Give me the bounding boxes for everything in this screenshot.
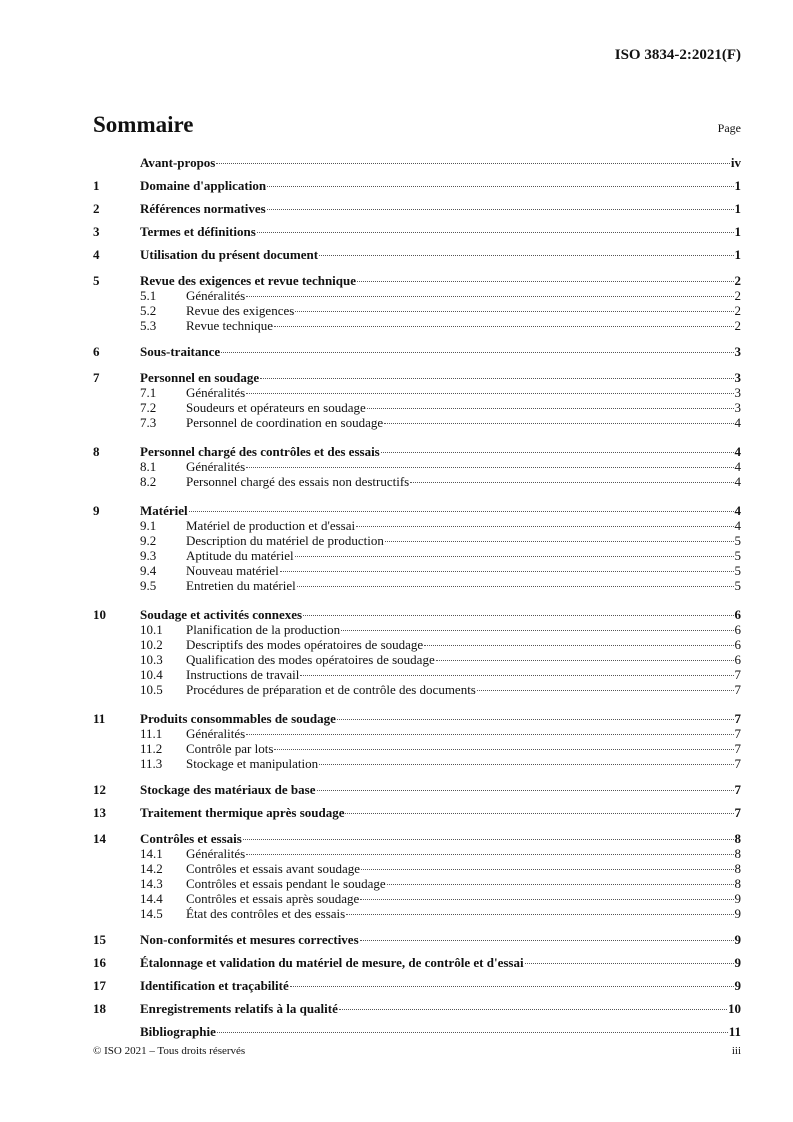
entry-title: Avant-propos: [140, 155, 216, 170]
dot-leader: [295, 311, 733, 312]
entry-number: 14.5: [140, 906, 163, 921]
dot-leader: [243, 839, 734, 840]
entry-title: Personnel en soudage: [140, 370, 260, 385]
entry-title: Instructions de travail: [186, 667, 300, 682]
toc-section: [93, 828, 741, 924]
entry-number: 3: [93, 224, 100, 239]
dot-leader: [361, 869, 733, 870]
entry-number: 5.1: [140, 288, 157, 303]
entry-page: 5: [734, 548, 741, 563]
footer-copyright: © ISO 2021 – Tous droits réservés: [93, 1045, 246, 1057]
entry-number: 7: [93, 370, 100, 385]
entry-number: 10: [93, 607, 106, 622]
entry-page: 9: [734, 955, 741, 970]
toc-section: [93, 932, 741, 947]
entry-page: 8: [734, 861, 741, 876]
entry-page: 3: [734, 385, 741, 400]
entry-page: 2: [734, 273, 741, 288]
entry-number: 8.1: [140, 459, 157, 474]
toc-section: [93, 224, 741, 239]
entry-page: 10: [728, 1001, 741, 1016]
toc-subentry[interactable]: [93, 303, 741, 318]
entry-title: Contrôles et essais avant soudage: [186, 861, 361, 876]
entry-page: 3: [734, 400, 741, 415]
entry-number: 5.2: [140, 303, 157, 318]
entry-title: Procédures de préparation et de contrôle des documents: [186, 682, 476, 697]
dot-leader: [356, 526, 733, 527]
entry-number: 17: [93, 978, 106, 993]
toc-subentry[interactable]: [93, 533, 741, 548]
entry-title: Personnel chargé des essais non destructifs: [186, 474, 410, 489]
entry-number: 10.2: [140, 637, 163, 652]
dot-leader: [246, 854, 733, 855]
toc-section: [93, 367, 741, 433]
toc-entry[interactable]: [93, 247, 741, 262]
toc-section: [93, 604, 741, 700]
entry-number: 9.1: [140, 518, 157, 533]
entry-number: 7.3: [140, 415, 157, 430]
toc-entry[interactable]: [93, 178, 741, 193]
document-id: ISO 3834-2:2021(F): [614, 47, 741, 63]
entry-title: Domaine d'application: [140, 178, 267, 193]
entry-title: Contrôle par lots: [186, 741, 274, 756]
toc-subentry[interactable]: [93, 578, 741, 593]
toc-section: [93, 178, 741, 193]
entry-page: 7: [734, 782, 741, 797]
toc-subentry[interactable]: [93, 563, 741, 578]
entry-number: 11.2: [140, 741, 163, 756]
entry-number: 10.5: [140, 682, 163, 697]
entry-title: Revue des exigences et revue technique: [140, 273, 357, 288]
entry-title: Contrôles et essais pendant le soudage: [186, 876, 386, 891]
entry-page: 9: [734, 906, 741, 921]
entry-page: 2: [734, 288, 741, 303]
entry-title: Références normatives: [140, 201, 266, 216]
entry-number: 11.3: [140, 756, 163, 771]
toc-entry[interactable]: [93, 370, 741, 385]
dot-leader: [346, 914, 733, 915]
toc-subentry[interactable]: [93, 846, 741, 861]
entry-page: 9: [734, 932, 741, 947]
entry-title: Généralités: [186, 288, 246, 303]
entry-page: 7: [734, 667, 741, 682]
entry-page: 9: [734, 978, 741, 993]
dot-leader: [280, 571, 734, 572]
dot-leader: [337, 719, 734, 720]
entry-title: Généralités: [186, 459, 246, 474]
entry-title: Identification et traçabilité: [140, 978, 289, 993]
dot-leader: [267, 186, 733, 187]
toc-subentry[interactable]: [93, 518, 741, 533]
entry-page: 8: [734, 846, 741, 861]
entry-number: 13: [93, 805, 106, 820]
entry-number: 11.1: [140, 726, 163, 741]
entry-number: 9.4: [140, 563, 157, 578]
dot-leader: [216, 163, 730, 164]
entry-title: Matériel: [140, 503, 188, 518]
entry-title: Entretien du matériel: [186, 578, 296, 593]
toc-section: [93, 344, 741, 359]
entry-number: 9.3: [140, 548, 157, 563]
toc-subentry[interactable]: [93, 756, 741, 771]
toc-section: [93, 1024, 741, 1039]
entry-page: 7: [734, 756, 741, 771]
toc-subentry[interactable]: [93, 667, 741, 682]
entry-number: 8: [93, 444, 100, 459]
entry-title: Généralités: [186, 385, 246, 400]
page-title: Sommaire: [93, 112, 194, 137]
entry-page: 6: [734, 652, 741, 667]
dot-leader: [246, 393, 733, 394]
toc-entry[interactable]: [93, 224, 741, 239]
toc-section: [93, 201, 741, 216]
entry-title: Aptitude du matériel: [186, 548, 294, 563]
toc-subentry[interactable]: [93, 891, 741, 906]
dot-leader: [424, 645, 733, 646]
toc-entry[interactable]: [93, 344, 741, 359]
entry-number: 18: [93, 1001, 106, 1016]
entry-number: 5.3: [140, 318, 157, 333]
toc-subentry[interactable]: [93, 415, 741, 430]
toc-section: [93, 270, 741, 336]
toc-entry[interactable]: [93, 201, 741, 216]
entry-number: 12: [93, 782, 106, 797]
entry-page: 4: [734, 518, 741, 533]
entry-title: Revue technique: [186, 318, 273, 333]
toc-section: [93, 978, 741, 993]
entry-number: 1: [93, 178, 100, 193]
entry-page: 7: [734, 726, 741, 741]
dot-leader: [274, 326, 734, 327]
entry-number: 11: [93, 711, 106, 726]
dot-leader: [436, 660, 734, 661]
entry-title: Soudeurs et opérateurs en soudage: [186, 400, 366, 415]
toc-section: [93, 708, 741, 774]
entry-page: 8: [734, 831, 741, 846]
toc-subentry[interactable]: [93, 906, 741, 921]
entry-page: 1: [734, 201, 741, 216]
dot-leader: [274, 749, 733, 750]
entry-title: Revue des exigences: [186, 303, 295, 318]
toc-entry[interactable]: [93, 782, 741, 797]
toc-subentry[interactable]: [93, 548, 741, 563]
toc-entry[interactable]: [93, 607, 741, 622]
toc-section: [93, 247, 741, 262]
dot-leader: [339, 1009, 727, 1010]
entry-page: 7: [734, 805, 741, 820]
entry-page: 4: [734, 459, 741, 474]
entry-title: Stockage des matériaux de base: [140, 782, 316, 797]
entry-number: 15: [93, 932, 106, 947]
entry-page: 2: [734, 318, 741, 333]
entry-number: 7.1: [140, 385, 157, 400]
entry-title: Sous-traitance: [140, 344, 221, 359]
entry-title: Personnel de coordination en soudage: [186, 415, 384, 430]
toc-entry[interactable]: [93, 503, 741, 518]
dot-leader: [257, 232, 734, 233]
dot-leader: [189, 511, 734, 512]
toc-section: [93, 805, 741, 820]
toc-subentry[interactable]: [93, 400, 741, 415]
toc-entry[interactable]: [93, 955, 741, 970]
dot-leader: [360, 899, 733, 900]
entry-page: 4: [734, 474, 741, 489]
dot-leader: [297, 586, 734, 587]
entry-number: 9: [93, 503, 100, 518]
entry-page: 1: [734, 178, 741, 193]
entry-number: 14.3: [140, 876, 163, 891]
toc-entry[interactable]: [93, 978, 741, 993]
toc-entry[interactable]: [93, 273, 741, 288]
entry-title: Qualification des modes opératoires de soudage: [186, 652, 435, 667]
entry-number: 8.2: [140, 474, 157, 489]
entry-title: Produits consommables de soudage: [140, 711, 336, 726]
toc-subentry[interactable]: [93, 726, 741, 741]
dot-leader: [367, 408, 734, 409]
toc-entry[interactable]: [93, 805, 741, 820]
entry-number: 10.3: [140, 652, 163, 667]
entry-number: 9.5: [140, 578, 157, 593]
dot-leader: [246, 296, 733, 297]
entry-page: 9: [734, 891, 741, 906]
entry-page: 3: [734, 344, 741, 359]
entry-page: 4: [734, 444, 741, 459]
toc-entry[interactable]: [93, 711, 741, 726]
entry-title: Étalonnage et validation du matériel de mesure, de contrôle et d'essai: [140, 955, 524, 970]
toc-subentry[interactable]: [93, 682, 741, 697]
entry-title: Stockage et manipulation: [186, 756, 319, 771]
entry-page: 7: [734, 741, 741, 756]
dot-leader: [410, 482, 733, 483]
entry-number: 14.1: [140, 846, 163, 861]
dot-leader: [221, 352, 733, 353]
toc-section: [93, 955, 741, 970]
entry-title: État des contrôles et des essais: [186, 906, 346, 921]
toc-entry[interactable]: [93, 831, 741, 846]
entry-page: 6: [734, 637, 741, 652]
dot-leader: [303, 615, 733, 616]
entry-page: 4: [734, 503, 741, 518]
dot-leader: [341, 630, 733, 631]
toc-section: [93, 782, 741, 797]
toc-subentry[interactable]: [93, 652, 741, 667]
entry-number: 16: [93, 955, 106, 970]
entry-title: Contrôles et essais: [140, 831, 242, 846]
entry-number: 14.4: [140, 891, 163, 906]
entry-page: 7: [734, 682, 741, 697]
entry-number: 4: [93, 247, 100, 262]
entry-number: 7.2: [140, 400, 157, 415]
toc-subentry[interactable]: [93, 637, 741, 652]
dot-leader: [357, 281, 733, 282]
entry-page: 7: [734, 711, 741, 726]
entry-title: Soudage et activités connexes: [140, 607, 303, 622]
entry-number: 10.4: [140, 667, 163, 682]
entry-title: Nouveau matériel: [186, 563, 279, 578]
entry-number: 5: [93, 273, 100, 288]
entry-title: Non-conformités et mesures correctives: [140, 932, 359, 947]
entry-number: 14: [93, 831, 106, 846]
entry-page: 5: [734, 533, 741, 548]
entry-page: 1: [734, 247, 741, 262]
dot-leader: [290, 986, 734, 987]
entry-page: iv: [730, 155, 741, 170]
entry-number: 2: [93, 201, 100, 216]
toc-subentry[interactable]: [93, 741, 741, 756]
toc-entry[interactable]: [93, 1001, 741, 1016]
dot-leader: [360, 940, 734, 941]
entry-title: Contrôles et essais après soudage: [186, 891, 360, 906]
toc-subentry[interactable]: [93, 861, 741, 876]
dot-leader: [246, 734, 733, 735]
toc-section: [93, 441, 741, 492]
entry-page: 5: [734, 563, 741, 578]
entry-number: 14.2: [140, 861, 163, 876]
entry-title: Utilisation du présent document: [140, 247, 319, 262]
entry-title: Matériel de production et d'essai: [186, 518, 356, 533]
dot-leader: [384, 423, 733, 424]
toc-section: [93, 1001, 741, 1016]
toc-subentry[interactable]: [93, 876, 741, 891]
dot-leader: [217, 1032, 728, 1033]
toc-subentry[interactable]: [93, 288, 741, 303]
toc-entry[interactable]: [93, 932, 741, 947]
entry-title: Traitement thermique après soudage: [140, 805, 345, 820]
entry-page: 4: [734, 415, 741, 430]
dot-leader: [295, 556, 734, 557]
dot-leader: [381, 452, 734, 453]
dot-leader: [300, 675, 733, 676]
toc-subentry[interactable]: [93, 474, 741, 489]
page-column-label: Page: [717, 121, 741, 135]
toc-section: [93, 500, 741, 596]
entry-number: 10.1: [140, 622, 163, 637]
entry-title: Descriptifs des modes opératoires de soudage: [186, 637, 424, 652]
entry-title: Planification de la production: [186, 622, 341, 637]
entry-page: 2: [734, 303, 741, 318]
toc-subentry[interactable]: [93, 622, 741, 637]
entry-page: 6: [734, 622, 741, 637]
entry-title: Bibliographie: [140, 1024, 216, 1039]
entry-title: Personnel chargé des contrôles et des essais: [140, 444, 380, 459]
dot-leader: [319, 255, 733, 256]
dot-leader: [387, 884, 734, 885]
entry-number: 9.2: [140, 533, 157, 548]
entry-title: Termes et définitions: [140, 224, 256, 239]
entry-title: Généralités: [186, 846, 246, 861]
entry-page: 1: [734, 224, 741, 239]
entry-page: 11: [728, 1024, 741, 1039]
toc-subentry[interactable]: [93, 459, 741, 474]
dot-leader: [525, 963, 734, 964]
entry-title: Généralités: [186, 726, 246, 741]
dot-leader: [385, 541, 734, 542]
toc-subentry[interactable]: [93, 318, 741, 333]
entry-page: 3: [734, 370, 741, 385]
entry-page: 8: [734, 876, 741, 891]
toc-section: [93, 155, 741, 170]
entry-page: 5: [734, 578, 741, 593]
entry-page: 6: [734, 607, 741, 622]
dot-leader: [345, 813, 733, 814]
footer-page-number: iii: [731, 1045, 741, 1057]
dot-leader: [317, 790, 734, 791]
entry-title: Description du matériel de production: [186, 533, 384, 548]
entry-title: Enregistrements relatifs à la qualité: [140, 1001, 338, 1016]
dot-leader: [267, 209, 734, 210]
toc-entry[interactable]: [93, 1024, 741, 1039]
dot-leader: [477, 690, 734, 691]
entry-number: 6: [93, 344, 100, 359]
dot-leader: [319, 764, 733, 765]
toc-entry[interactable]: [93, 155, 741, 170]
table-of-contents: [93, 155, 741, 1039]
toc-subentry[interactable]: [93, 385, 741, 400]
dot-leader: [246, 467, 733, 468]
toc-entry[interactable]: [93, 444, 741, 459]
dot-leader: [260, 378, 733, 379]
